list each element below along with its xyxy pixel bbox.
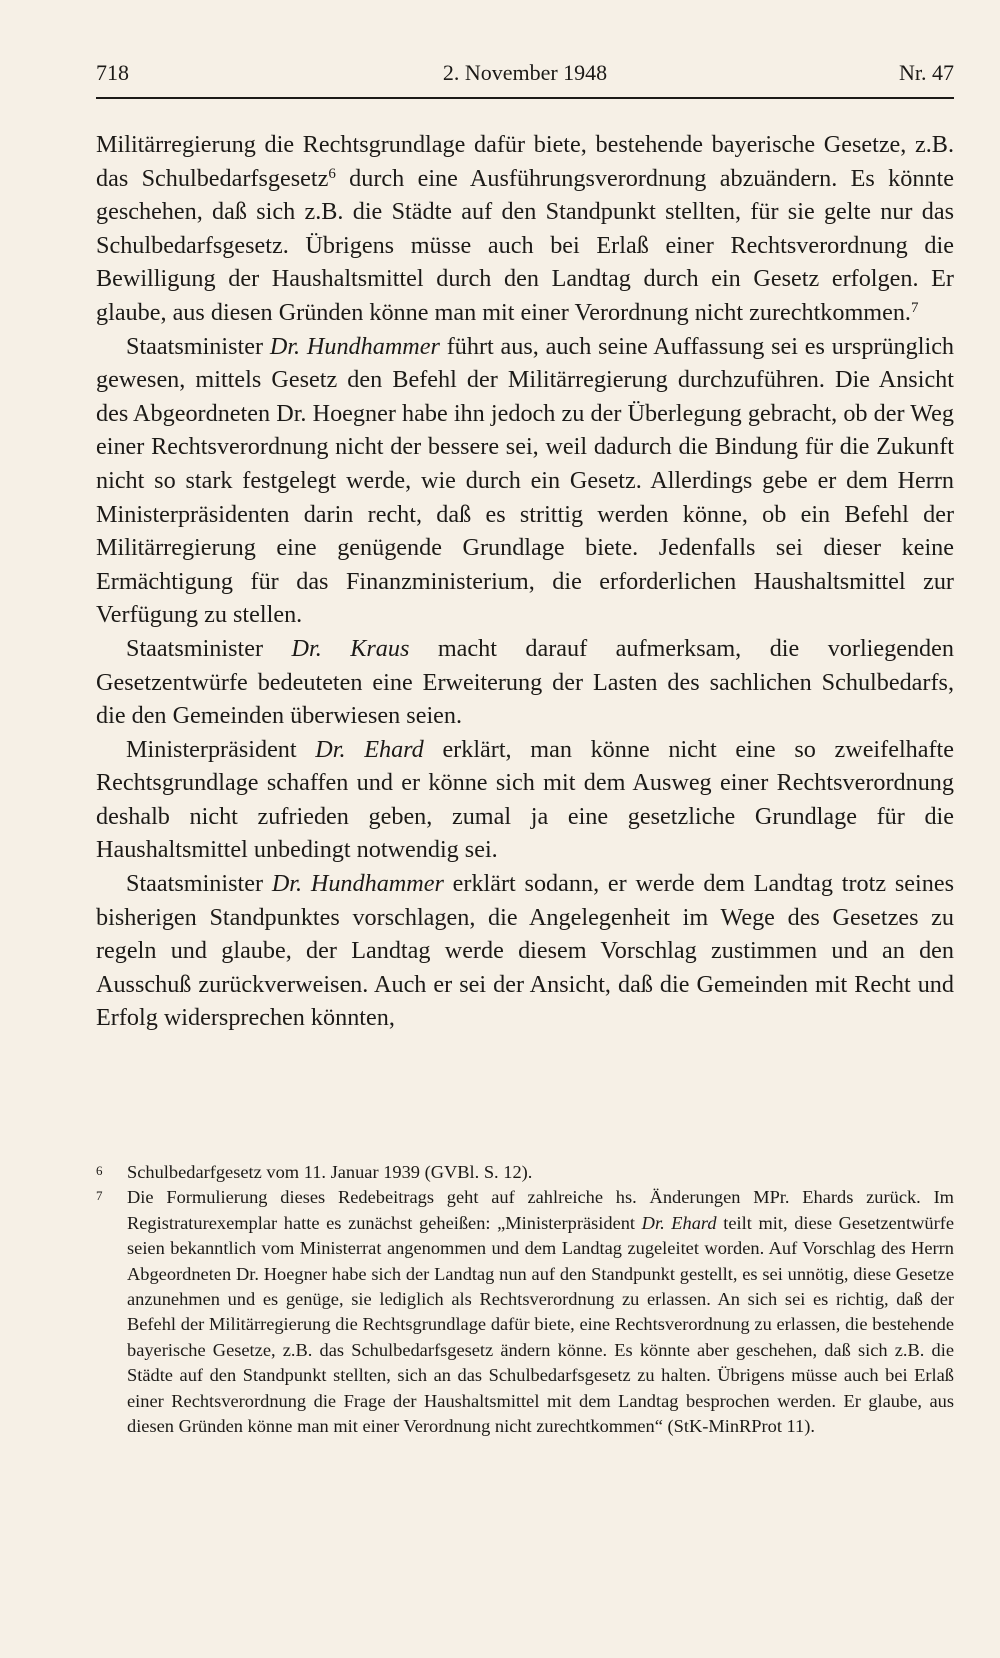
running-header xyxy=(96,60,954,94)
header-rule xyxy=(96,97,954,99)
paragraph-hundhammer-1 xyxy=(96,330,954,632)
document-page xyxy=(96,0,954,1658)
paragraph-text: macht darauf aufmerksam, die vorliegenden Gesetzentwürfe bedeuteten eine Erweiterung der Lasten des sachlichen Schulbedarfs, die den Gemeinden überwiesen seien. xyxy=(96,634,954,730)
footnotes xyxy=(96,1160,954,1439)
speaker-title: Staatsminister xyxy=(126,332,270,360)
paragraph-text: durch eine Ausführungsverordnung abzuändern. Es könnte geschehen, daß sich z.B. die Städte auf den Standpunkt stellten, für sie gelte nur das Schulbedarfsgesetz. Übrigens müsse auch bei Erlaß einer Rechtsverordnung die Bewilligung der Haushaltsmittel durch den Landtag durch ein Gesetz erfolgen. Er glaube, aus diesen Gründen könne man mit einer Verordnung nicht zurechtkommen. xyxy=(96,164,954,326)
speaker-title: Ministerpräsident xyxy=(126,735,316,763)
speaker-title: Staatsminister xyxy=(126,634,292,662)
paragraph-ehard xyxy=(96,733,954,867)
footnote-6 xyxy=(96,1160,954,1185)
footnote-number: 6 xyxy=(96,1163,103,1178)
header-date: 2. November 1948 xyxy=(442,60,608,85)
footnote-ref-7[interactable]: 7 xyxy=(910,299,919,316)
paragraph-kraus xyxy=(96,632,954,733)
paragraph-text: erklärt, man könne nicht eine so zweifelhafte Rechtsgrundlage schaffen und er könne sich mit dem Ausweg einer Rechtsverordnung deshalb nicht zufrieden geben, zumal ja eine gesetzliche Grundlage für die Haushaltsmittel unbedingt notwendig sei. xyxy=(96,735,955,864)
paragraph-text: erklärt sodann, er werde dem Landtag trotz seines bisherigen Standpunktes vorschlagen, die Angelegenheit im Wege des Gesetzes zu regeln und glaube, der Landtag werde diesem Vorschlag zustimmen und an den Ausschuß zurückverweisen. Auch er sei der Ansicht, daß die Gemeinden mit Recht und Erfolg widersprechen könnten, xyxy=(96,870,954,1032)
page-number: 718 xyxy=(96,60,129,85)
speaker-name: Dr. Ehard xyxy=(315,735,424,763)
paragraph-text: führt aus, auch seine Auffassung sei es ursprünglich gewesen, mittels Gesetz den Befehl der Militärregierung durchzuführen. Die Ansicht des Abgeordneten Dr. Hoegner habe ihn jedoch zu der Überlegung gebracht, ob der Weg einer Rechtsverordnung nicht der bessere sei, weil dadurch die Bindung für die Zukunft nicht so stark festgelegt werde, wie durch ein Gesetz. Allerdings gebe er dem Herrn Ministerpräsidenten darin recht, daß es strittig werden könne, ob ein Befehl der Militärregierung eine genügende Grundlage biete. Jedenfalls sei dieser keine Ermächtigung für das Finanzministerium, die erforderlichen Haushaltsmittel zur Verfügung zu stellen. xyxy=(96,332,955,629)
paragraph-continuation xyxy=(96,128,954,330)
footnote-number: 7 xyxy=(96,1188,103,1204)
main-text xyxy=(96,128,954,1035)
footnote-text: teilt mit, diese Gesetzentwürfe seien bekanntlich vom Ministerrat angenommen und dem Landtag zugeleitet worden. Auf Vorschlag des Herrn Abgeordneten Dr. Hoegner habe sich der Landtag nun auf den Standpunkt gestellt, es sei unnötig, diese Gesetze anzunehmen und es genüge, sie lediglich als Rechtsverordnung zu erlassen. An sich sei es richtig, daß der Befehl der Militärregierung die Rechtsgrundlage dafür biete, eine Rechtsverordnung zu erlassen, die bestehende bayerische Gesetze, z.B. das Schulbedarfsgesetz ändern könne. Es könnte aber geschehen, daß sich z.B. die Städte auf den Standpunkt stellten, sich an das Schulbedarfsgesetz zu halten. Übrigens müsse auch bei Erlaß einer Rechtsverordnung die Frage der Haushaltsmittel mit dem Landtag besprochen werden. Er glaube, aus diesen Gründen könne man mit einer Verordnung nicht zurechtkommen“ (StK-MinRProt 11). xyxy=(127,1212,954,1437)
speaker-title: Staatsminister xyxy=(126,870,272,898)
speaker-name: Dr. Hundhammer xyxy=(271,870,444,898)
footnote-text: Die Formulierung dieses Redebeitrags geht auf zahlreiche hs. Änderungen MPr. Ehards zurück. Im Registraturexemplar hatte es zunächst geheißen: „Ministerpräsident xyxy=(127,1187,954,1233)
footnote-7 xyxy=(96,1185,954,1439)
speaker-name: Dr. Ehard xyxy=(641,1212,717,1233)
speaker-name: Dr. Kraus xyxy=(291,634,410,662)
paragraph-hundhammer-2 xyxy=(96,867,954,1035)
footnote-text: Schulbedarfgesetz vom 11. Januar 1939 (GVBl. S. 12). xyxy=(127,1162,533,1182)
issue-number: Nr. 47 xyxy=(899,60,954,85)
speaker-name: Dr. Hundhammer xyxy=(269,332,440,360)
footnote-ref-6[interactable]: 6 xyxy=(328,165,336,182)
paragraph-text: Militärregierung die Rechtsgrundlage dafür biete, bestehende bayerische Gesetze, z.B. das Schulbedarfsgesetz xyxy=(96,131,954,192)
